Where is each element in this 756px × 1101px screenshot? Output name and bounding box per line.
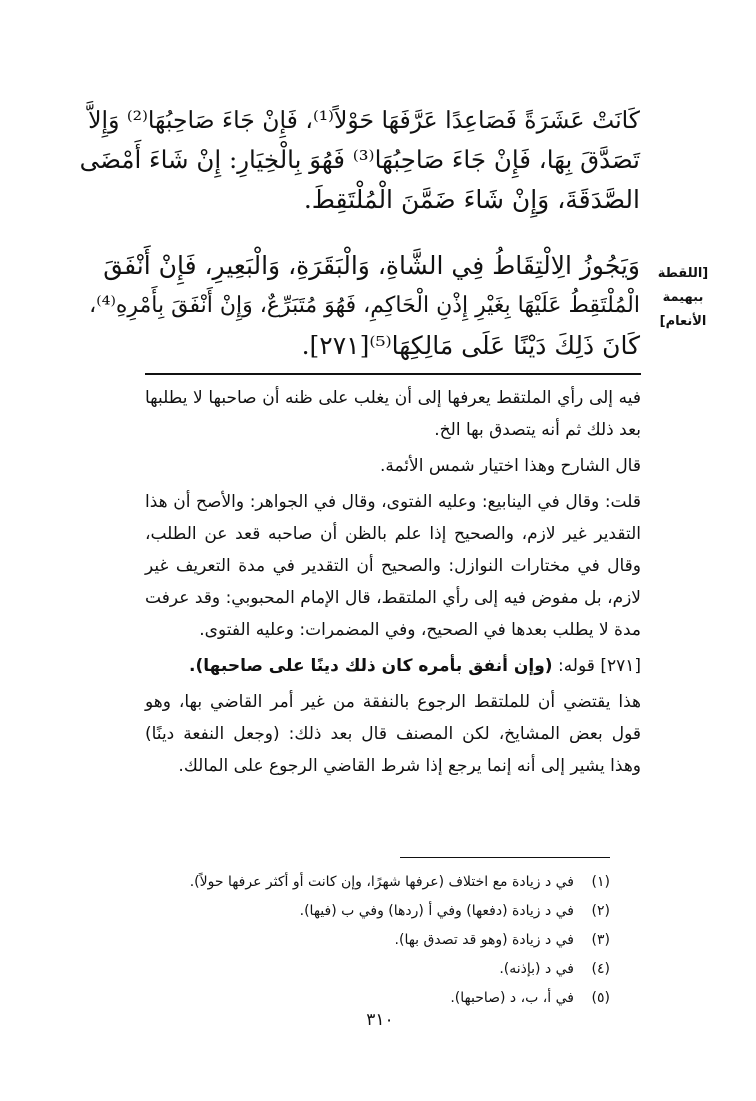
commentary-label: قوله: bbox=[557, 656, 595, 676]
footnote-text: في د (بإذنه). bbox=[499, 961, 574, 977]
commentary-paragraph: فيه إلى رأي الملتقط يعرفها إلى أن يغلب على ظنه أن صاحبها لا يطلبها بعد ذلك ثم أنه يتصدق بها الخ. bbox=[145, 388, 641, 440]
margin-heading-line: الأنعام] bbox=[659, 314, 707, 329]
main-line: الْمُلْتَقِطُ عَلَيْهَا بِغَيْرِ إِذْنِ الْحَاكِمِ، فَهُوَ مُتَبَرِّعٌ، وَإِنْ أَنْفَقَ بِأَمْرِهِ⁽⁴⁾، bbox=[89, 293, 640, 318]
footnote-number: (٤) bbox=[591, 961, 610, 977]
footnote-number: (٥) bbox=[591, 990, 610, 1006]
page-number: ٣١٠ bbox=[366, 1010, 394, 1030]
footnote-text: في د زيادة (وهو قد تصدق بها). bbox=[394, 932, 574, 948]
footnote-number: (١) bbox=[591, 874, 610, 890]
commentary-block bbox=[145, 382, 641, 786]
footnote bbox=[110, 984, 610, 1013]
main-paragraph-1 bbox=[80, 100, 640, 220]
footnote bbox=[110, 868, 610, 897]
commentary-paragraph: هذا يقتضي أن للملتقط الرجوع بالنفقة من غير أمر القاضي بها، وهو قول بعض المشايخ، لكن المصنف قال بعد ذلك: (وجعل النفعة دينًا) وهذا يشير إلى أنه إنما يرجع إذا شرط القاضي الرجوع على المالك. bbox=[145, 692, 641, 776]
main-line: وَيَجُوزُ الِالْتِقَاطُ فِي الشَّاةِ، وَالْبَقَرَةِ، وَالْبَعِيرِ، فَإِنْ أَنْفَقَ bbox=[103, 251, 640, 280]
footnote-number: (٣) bbox=[591, 932, 610, 948]
main-line: الصَّدَقَةَ، وَإِنْ شَاءَ ضَمَّنَ الْمُلْتَقِطَ. bbox=[303, 185, 640, 214]
commentary-divider bbox=[145, 373, 641, 375]
footnote bbox=[110, 926, 610, 955]
commentary-paragraph: قال الشارح وهذا اختيار شمس الأئمة. bbox=[379, 456, 641, 476]
main-line: كَانَتْ عَشَرَةً فَصَاعِدًا عَرَّفَهَا حَوْلاً⁽¹⁾، فَإِنْ جَاءَ صَاحِبُهَا⁽²⁾ وَإِلاَّ bbox=[88, 106, 640, 134]
margin-heading-line: [اللقطة ببهيمة bbox=[657, 266, 709, 305]
commentary-quote: (وإن أنفق بأمره كان ذلك دينًا على صاحبها). bbox=[189, 656, 553, 676]
footnote bbox=[110, 897, 610, 926]
commentary-paragraph: قلت: وقال في الينابيع: وعليه الفتوى، وقال في الجواهر: والأصح أن هذا التقدير غير لازم، والصحيح إذا علم بالظن أن صاحبه قعد عن الطلب، وقال في مختارات النوازل: والصحيح أن التقدير في مدة التعريف غير لازم، بل مفوض فيه إلى رأي الملتقط، قال الإمام المحبوبي: وقد عرفت مدة لا يطلب بعدها في الصحيح، وفي المضمرات: وعليه الفتوى. bbox=[145, 492, 641, 640]
footnote-text: في أ، ب، د (صاحبها). bbox=[450, 990, 574, 1006]
commentary-ref-number: [٢٧١] bbox=[600, 656, 641, 676]
footnote bbox=[110, 955, 610, 984]
footnote-text: في د زيادة مع اختلاف (عرفها شهرًا، وإن كانت أو أكثر عرفها حولاً). bbox=[189, 874, 574, 890]
margin-heading bbox=[640, 262, 726, 334]
main-paragraph-2 bbox=[80, 246, 640, 366]
commentary-quote-paragraph bbox=[145, 650, 641, 682]
footnote-text: في د زيادة (دفعها) وفي أ (ردها) وفي ب (فيها). bbox=[299, 903, 574, 919]
main-line: كَانَ ذَلِكَ دَيْنًا عَلَى مَالِكِهَا⁽⁵⁾[٢٧١]. bbox=[301, 331, 640, 360]
footnotes bbox=[110, 868, 610, 1013]
footnote-number: (٢) bbox=[591, 903, 610, 919]
main-line: تَصَدَّقَ بِهَا، فَإِنْ جَاءَ صَاحِبُهَا⁽³⁾ فَهُوَ بِالْخِيَارِ: إِنْ شَاءَ أَمْضَى bbox=[79, 145, 640, 174]
footnote-divider bbox=[400, 857, 610, 858]
